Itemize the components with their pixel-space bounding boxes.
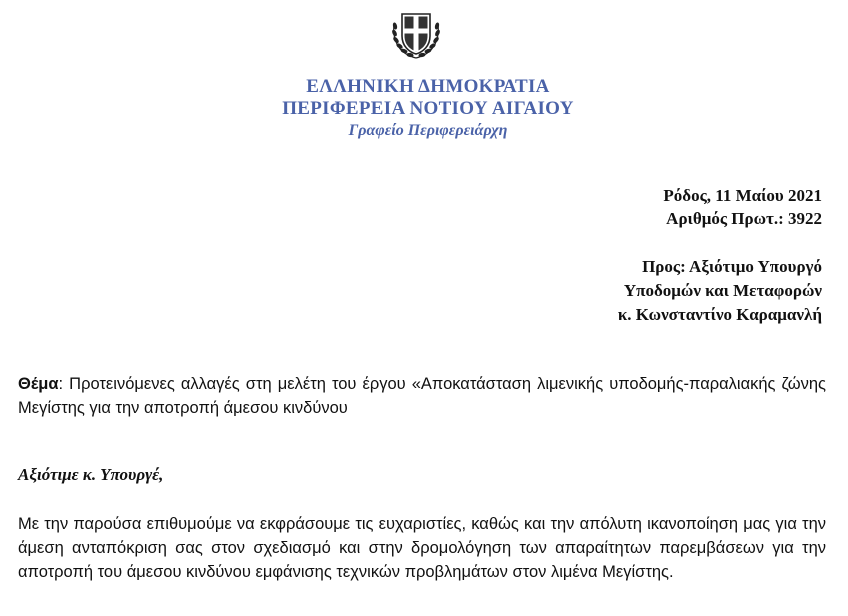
header-country: ΕΛΛΗΝΙΚΗ ΔΗΜΟΚΡΑΤΙΑ xyxy=(306,76,550,97)
subject-line xyxy=(18,372,826,420)
recipient-line-2: Υποδομών και Μεταφορών xyxy=(623,281,822,300)
body-paragraph: Με την παρούσα επιθυμούμε να εκφράσουμε τις ευχαριστίες, καθώς και την απόλυτη ικανοποίηση μας για την άμεση ανταπόκριση σας στον σχεδιασμό και στην δρομολόγηση των απαραίτητων παρεμβάσεων για την αποτροπή του άμεσου κινδύνου εμφάνισης τεχνικών προβλημάτων στον λιμένα Μεγίστης. xyxy=(18,515,826,581)
greek-coat-of-arms-icon xyxy=(388,6,444,62)
subject-label: Θέμα xyxy=(18,375,59,393)
subject-text: : Προτεινόμενες αλλαγές στη μελέτη του έργου «Αποκατάσταση λιμενικής υποδομής-παραλιακής ζώνης Μεγίστης για την αποτροπή άμεσου κινδύνου xyxy=(18,375,826,417)
header-office: Γραφείο Περιφερειάρχη xyxy=(348,122,508,139)
recipient-line-3: κ. Κωνσταντίνο Καραμανλή xyxy=(617,305,822,324)
header-region: ΠΕΡΙΦΕΡΕΙΑ ΝΟΤΙΟΥ ΑΙΓΑΙΟΥ xyxy=(282,98,574,119)
protocol-number: Αριθμός Πρωτ.: 3922 xyxy=(666,209,822,228)
salutation: Αξιότιμε κ. Υπουργέ, xyxy=(18,465,164,484)
place-date: Ρόδος, 11 Μαίου 2021 xyxy=(663,186,822,205)
recipient-line-1: Προς: Αξιότιμο Υπουργό xyxy=(642,257,822,276)
